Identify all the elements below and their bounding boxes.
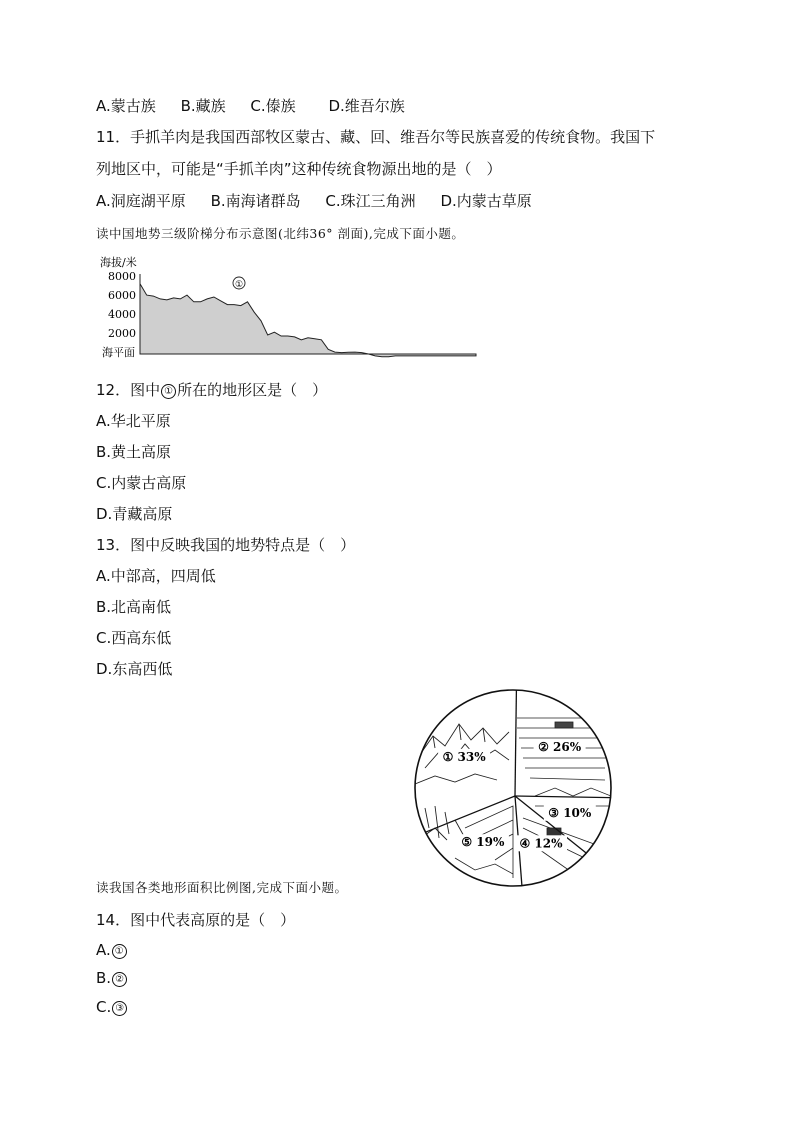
q14-option-b-letter: B.: [96, 969, 112, 987]
q14-option-a-marker: ①: [112, 944, 127, 959]
q13-option-a: A.中部高，四周低: [96, 567, 216, 585]
profile-terrain-area: [140, 284, 476, 357]
profile-tick-2000: 2000: [108, 327, 136, 340]
pie-slice-label-3: ③ 10%: [548, 805, 592, 820]
q10-option-c: C.傣族: [250, 97, 296, 115]
q11-stem-line1: 11．手抓羊肉是我国西部牧区蒙古、藏、回、维吾尔等民族喜爱的传统食物。我国下: [96, 128, 656, 146]
pie-intro: 读我国各类地形面积比例图,完成下面小题。: [96, 880, 348, 895]
q14-option-c-letter: C.: [96, 998, 112, 1016]
q12-option-c: C.内蒙古高原: [96, 474, 187, 492]
q13-option-c: C.西高东低: [96, 629, 172, 647]
profile-marker-1: ①: [234, 280, 244, 290]
q13-option-b: B.北高南低: [96, 598, 172, 616]
q10-option-d: D.维吾尔族: [328, 97, 405, 115]
q12-option-b: B.黄土高原: [96, 443, 172, 461]
q14-option-a: [96, 940, 128, 960]
q11-options: [96, 191, 552, 211]
q14-option-b: [96, 968, 128, 988]
profile-tick-6000: 6000: [108, 289, 136, 302]
q12-stem-suffix: 所在的地形区是（ ）: [177, 381, 328, 399]
profile-sea-level-label: 海平面: [102, 346, 135, 359]
profile-intro: 读中国地势三级阶梯分布示意图(北纬36° 剖面),完成下面小题。: [96, 226, 465, 241]
q10-options: [96, 96, 425, 116]
q10-option-b: B.藏族: [180, 97, 226, 115]
q11-option-b: B.南海诸群岛: [210, 192, 301, 210]
q14-option-a-letter: A.: [96, 941, 111, 959]
mountain-illustration: [415, 724, 509, 840]
q14-stem: 14．图中代表高原的是（ ）: [96, 911, 296, 929]
q14-option-c-marker: ③: [112, 1001, 127, 1016]
pie-divider-5: [426, 796, 516, 832]
q12-option-d: D.青藏高原: [96, 505, 173, 523]
q10-option-a: A.蒙古族: [96, 97, 156, 115]
q11-option-c: C.珠江三角洲: [325, 192, 416, 210]
q14-option-c: [96, 997, 128, 1017]
q14-option-b-marker: ②: [112, 972, 127, 987]
q11-stem-line2: 列地区中，可能是“手抓羊肉”这种传统食物源出地的是（ ）: [96, 160, 502, 178]
terrain-profile-chart: [96, 250, 486, 366]
pie-divider-1: [515, 690, 516, 796]
pie-divider-2: [515, 796, 611, 798]
q12-stem-marker: ①: [161, 384, 176, 399]
profile-tick-8000: 8000: [108, 270, 136, 283]
q13-option-d: D.东高西低: [96, 660, 173, 678]
pie-slice-label-5: ⑤ 19%: [461, 835, 505, 850]
landform-pie-chart: [405, 688, 620, 888]
q11-option-d: D.内蒙古草原: [440, 192, 532, 210]
q11-option-a: A.洞庭湖平原: [96, 192, 186, 210]
pie-slice-label-1: ① 33%: [442, 749, 486, 764]
pie-slice-label-4: ④ 12%: [519, 836, 563, 851]
profile-ylabel: 海拔/米: [100, 256, 137, 269]
q12-stem: [96, 380, 327, 400]
pie-slice-label-2: ② 26%: [538, 740, 582, 755]
q13-stem: 13．图中反映我国的地势特点是（ ）: [96, 536, 356, 554]
q12-stem-prefix: 12．图中: [96, 381, 161, 399]
q12-option-a: A.华北平原: [96, 412, 171, 430]
profile-tick-4000: 4000: [108, 308, 136, 321]
